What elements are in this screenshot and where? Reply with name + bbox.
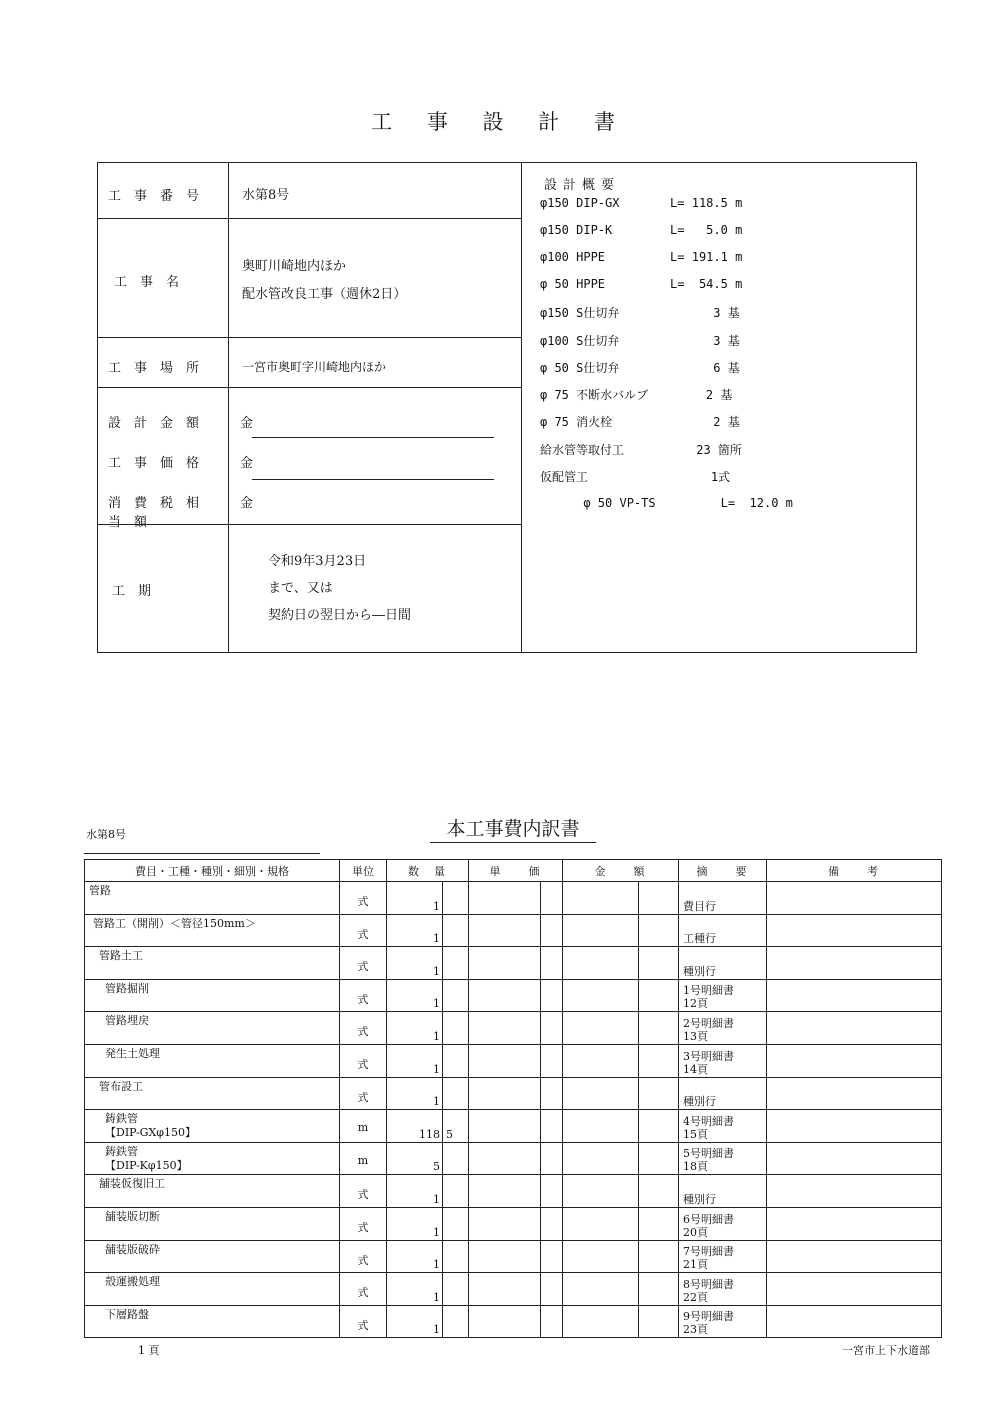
item-name: 舗装仮復旧工 xyxy=(99,1177,165,1191)
table-row xyxy=(85,914,942,947)
item-remark: 8号明細書 xyxy=(683,1277,734,1291)
tax-yen: 金 xyxy=(240,496,254,511)
design-line: φ 75 不断水バルブ 2 基 xyxy=(540,388,733,402)
table-row xyxy=(85,1142,942,1175)
item-qty: 5 xyxy=(433,1160,440,1174)
item-remark-page: 18頁 xyxy=(683,1160,708,1174)
item-qty: 1 xyxy=(433,1062,440,1076)
item-name: 管路掘削 xyxy=(105,981,149,995)
table-row xyxy=(85,1207,942,1240)
period-line1: 令和9年3月23日 xyxy=(268,554,367,569)
item-unit: 式 xyxy=(357,1253,369,1267)
item-name: 管路工（開削）＜管径150mm＞ xyxy=(93,916,256,930)
organization: 一宮市上下水道部 xyxy=(842,1344,930,1357)
document-title: 工 事 設 計 書 xyxy=(371,110,629,134)
item-name: 舗装版切断 xyxy=(105,1209,160,1223)
table-row xyxy=(85,1305,942,1338)
breakdown-table xyxy=(84,859,942,1338)
item-remark: 6号明細書 xyxy=(683,1212,734,1226)
item-remark-page: 21頁 xyxy=(683,1258,708,1272)
item-name: 鋳鉄管 xyxy=(105,1112,138,1126)
header-unit-price: 単 価 xyxy=(469,860,563,882)
item-remark-page: 13頁 xyxy=(683,1029,708,1043)
item-unit: m xyxy=(357,1153,369,1167)
design-amount-yen: 金 xyxy=(240,416,254,431)
table-row xyxy=(85,882,942,915)
summary-table xyxy=(97,162,917,653)
item-qty: 1 xyxy=(433,1095,440,1109)
item-remark-page: 22頁 xyxy=(683,1290,708,1304)
item-remark: 2号明細書 xyxy=(683,1016,734,1030)
item-name: 殻運搬処理 xyxy=(105,1275,160,1289)
item-name: 舗装版破砕 xyxy=(105,1242,160,1256)
work-no-label: 工 事 番 号 xyxy=(108,189,200,204)
work-place-label: 工 事 場 所 xyxy=(108,361,200,376)
work-no-value: 水第8号 xyxy=(242,188,290,203)
item-unit: 式 xyxy=(357,1286,369,1300)
design-line: 仮配管工 1式 xyxy=(540,470,731,484)
item-remark: 7号明細書 xyxy=(683,1245,734,1259)
header-qty: 数 量 xyxy=(387,860,469,882)
item-unit: 式 xyxy=(357,1220,369,1234)
item-remark: 4号明細書 xyxy=(683,1114,734,1128)
design-line: φ150 S仕切弁 3 基 xyxy=(540,306,740,320)
item-remark-page: 14頁 xyxy=(683,1062,708,1076)
table-row xyxy=(85,1273,942,1306)
item-qty: 1 xyxy=(433,1323,440,1337)
work-place-value: 一宮市奥町字川崎地内ほか xyxy=(242,360,387,374)
item-unit: 式 xyxy=(357,960,369,974)
item-qty: 1 xyxy=(433,899,440,913)
doc-no-underline xyxy=(84,853,320,854)
breakdown-doc-no: 水第8号 xyxy=(86,828,126,841)
item-unit: 式 xyxy=(357,1025,369,1039)
design-amount-label: 設 計 金 額 xyxy=(108,416,200,431)
item-remark-page: 15頁 xyxy=(683,1127,708,1141)
item-qty: 1 xyxy=(433,1290,440,1304)
design-line: φ150 DIP-K L= 5.0 m xyxy=(540,223,743,237)
design-line: φ 50 S仕切弁 6 基 xyxy=(540,361,740,375)
item-qty: 1 xyxy=(433,932,440,946)
item-name: 下層路盤 xyxy=(105,1307,149,1321)
item-qty: 1 xyxy=(433,964,440,978)
header-summary: 摘 要 xyxy=(679,860,767,882)
page-number: 1 頁 xyxy=(138,1344,160,1357)
design-line: φ150 DIP-GX L= 118.5 m xyxy=(540,196,743,210)
item-name: 管布設工 xyxy=(99,1079,143,1093)
item-qty: 1 xyxy=(433,1225,440,1239)
item-remark-page: 20頁 xyxy=(683,1225,708,1239)
work-name-label: 工 事 名 xyxy=(114,275,180,290)
item-unit: 式 xyxy=(357,1188,369,1202)
item-unit: m xyxy=(357,1121,369,1135)
design-line: φ 50 VP-TS L= 12.0 m xyxy=(540,496,793,510)
tax-label: 消 費 税 相 当 額 xyxy=(108,496,213,530)
item-remark: 3号明細書 xyxy=(683,1049,734,1063)
design-line: φ100 HPPE L= 191.1 m xyxy=(540,250,743,264)
header-unit: 単位 xyxy=(340,860,387,882)
item-unit: 式 xyxy=(357,992,369,1006)
item-unit: 式 xyxy=(357,1318,369,1332)
item-remark: 9号明細書 xyxy=(683,1310,734,1324)
item-remark: 種別行 xyxy=(683,1095,716,1109)
item-spec: 【DIP-GXφ150】 xyxy=(105,1126,196,1140)
item-remark: 5号明細書 xyxy=(683,1147,734,1161)
item-name: 鋳鉄管 xyxy=(105,1144,138,1158)
table-row xyxy=(85,979,942,1012)
item-name: 発生土処理 xyxy=(105,1046,160,1060)
item-remark: 種別行 xyxy=(683,1192,716,1206)
design-line: 給水管等取付工 23 箇所 xyxy=(540,443,742,457)
table-row xyxy=(85,1110,942,1143)
item-qty: 1 xyxy=(433,1258,440,1272)
item-qty-decimal: 5 xyxy=(446,1127,453,1141)
item-unit: 式 xyxy=(357,927,369,941)
item-remark: 工種行 xyxy=(683,932,716,946)
work-name-line2: 配水管改良工事（週休2日） xyxy=(242,287,407,302)
item-unit: 式 xyxy=(357,1090,369,1104)
work-price-yen: 金 xyxy=(240,456,254,471)
period-line3: 契約日の翌日から―日間 xyxy=(268,608,412,623)
item-name: 管路土工 xyxy=(99,949,143,963)
item-remark-page: 12頁 xyxy=(683,997,708,1011)
header-item: 費目・工種・種別・細別・規格 xyxy=(85,860,340,882)
design-line: φ 50 HPPE L= 54.5 m xyxy=(540,277,743,291)
item-unit: 式 xyxy=(357,1057,369,1071)
item-remark: 種別行 xyxy=(683,964,716,978)
table-row xyxy=(85,1077,942,1110)
item-name: 管路 xyxy=(89,884,111,897)
item-qty: 1 xyxy=(433,1192,440,1206)
breakdown-title: 本工事費内訳書 xyxy=(430,814,596,843)
period-label: 工 期 xyxy=(112,584,152,599)
work-name-line1: 奥町川崎地内ほか xyxy=(242,259,347,274)
work-price-label: 工 事 価 格 xyxy=(108,456,200,471)
table-row xyxy=(85,1044,942,1077)
item-qty: 1 xyxy=(433,1029,440,1043)
period-line2: まで、又は xyxy=(268,581,333,596)
item-name: 管路埋戻 xyxy=(105,1014,149,1028)
header-amount: 金 額 xyxy=(563,860,679,882)
item-qty: 118 xyxy=(419,1127,440,1141)
table-row xyxy=(85,1175,942,1208)
table-row xyxy=(85,1012,942,1045)
item-remark: 費目行 xyxy=(683,899,716,913)
item-remark: 1号明細書 xyxy=(683,984,734,998)
item-spec: 【DIP-Kφ150】 xyxy=(105,1158,188,1172)
design-line: φ 75 消火栓 2 基 xyxy=(540,415,740,429)
header-notes: 備 考 xyxy=(767,860,942,882)
item-qty: 1 xyxy=(433,997,440,1011)
item-unit: 式 xyxy=(357,895,369,908)
design-line: φ100 S仕切弁 3 基 xyxy=(540,334,740,348)
item-remark-page: 23頁 xyxy=(683,1323,708,1337)
design-overview-heading: 設計概要 xyxy=(544,178,621,193)
table-row xyxy=(85,947,942,980)
table-row xyxy=(85,1240,942,1273)
